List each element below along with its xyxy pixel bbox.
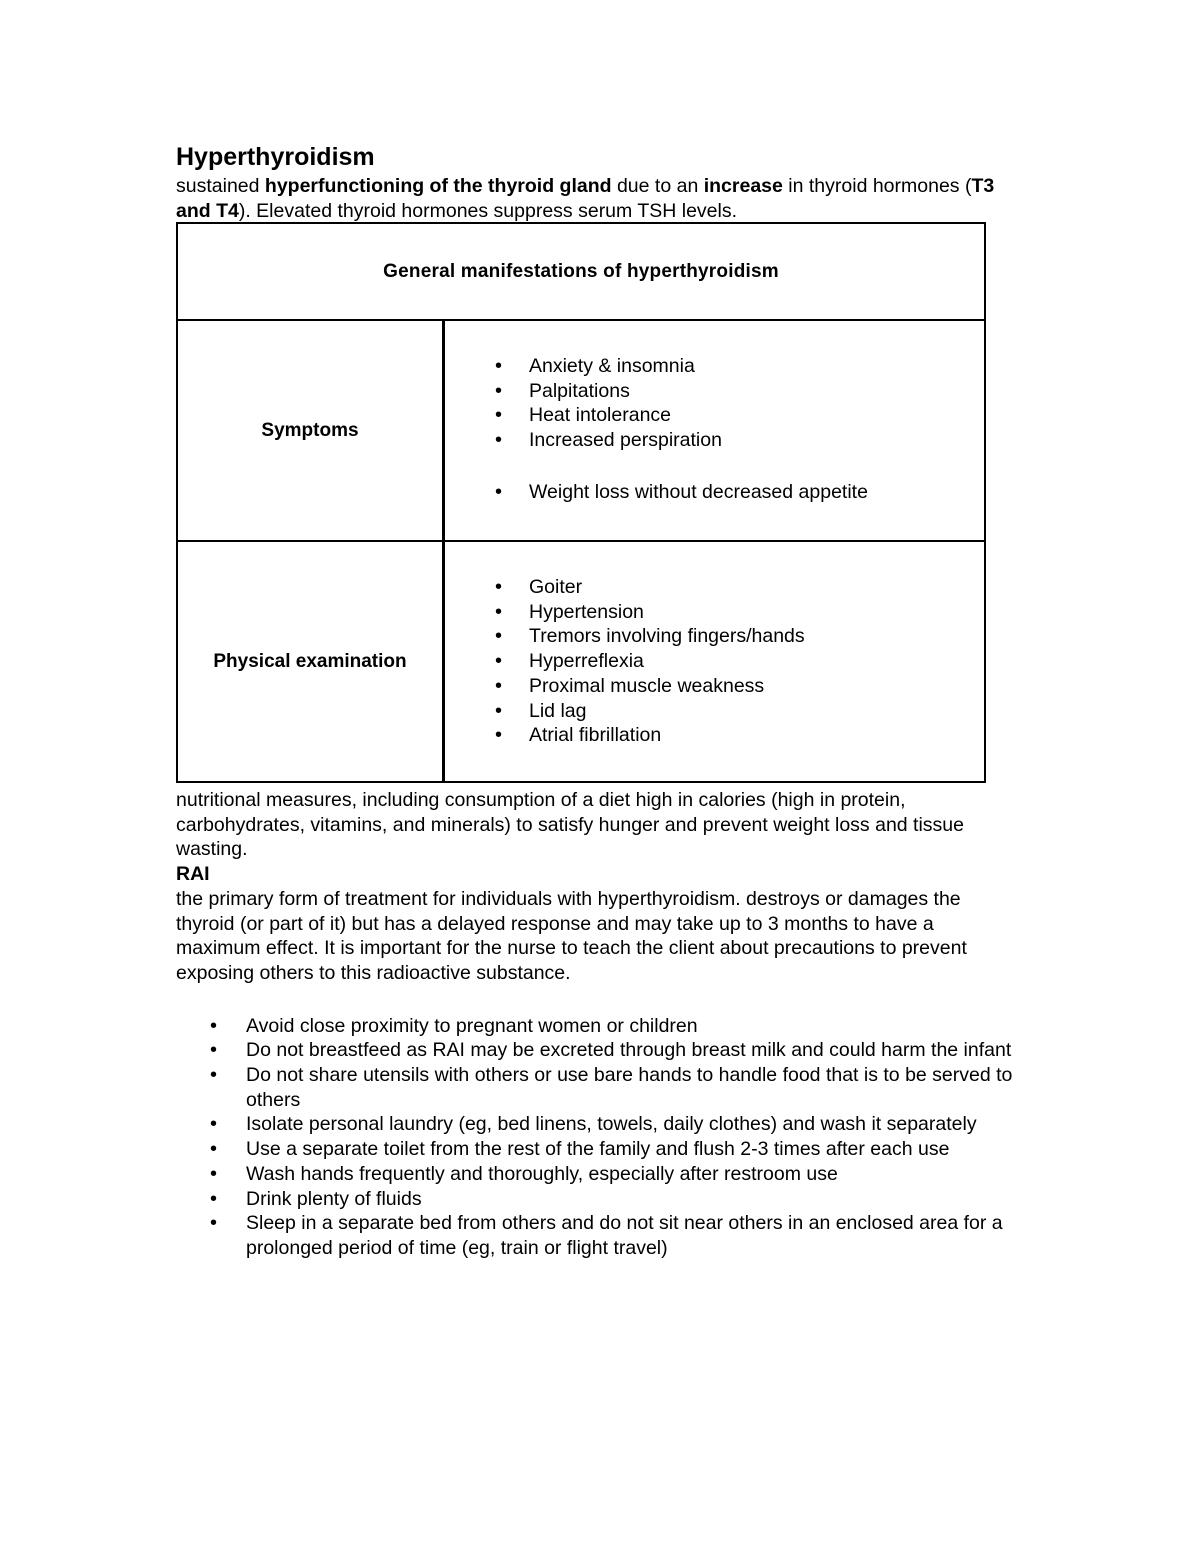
list-item: • Avoid close proximity to pregnant women or children — [176, 1014, 1016, 1039]
list-item: • Palpitations — [445, 379, 984, 404]
list-item: • Use a separate toilet from the rest of the family and flush 2-3 times after each use — [176, 1137, 1016, 1162]
list-item: • Wash hands frequently and thoroughly, especially after restroom use — [176, 1162, 1016, 1187]
row-label-physical-examination: Physical examination — [177, 541, 444, 782]
list-item: • Lid lag — [445, 699, 984, 724]
row-label-symptoms: Symptoms — [177, 320, 444, 541]
symptoms-list — [445, 354, 984, 505]
manifestations-table — [176, 222, 986, 783]
intro-text-4: ). Elevated thyroid hormones suppress serum TSH levels. — [238, 199, 738, 222]
document-page — [176, 140, 1016, 223]
symptoms-cell — [444, 320, 986, 541]
list-item: • Hyperreflexia — [445, 649, 984, 674]
list-item: • Anxiety & insomnia — [445, 354, 984, 379]
list-item: • Do not breastfeed as RAI may be excreted through breast milk and could harm the infant — [176, 1038, 1016, 1063]
intro-text-3: in thyroid hormones ( — [782, 175, 972, 197]
table-row — [177, 320, 985, 541]
list-item: • Weight loss without decreased appetite — [445, 480, 984, 505]
intro-text-1: sustained — [176, 175, 265, 197]
post-table-section — [176, 788, 1016, 1261]
list-item: • Increased perspiration — [445, 428, 984, 453]
intro-bold-3: T3 and T4 — [176, 175, 995, 222]
physical-examination-cell — [444, 541, 986, 782]
intro-bold-2: increase — [703, 175, 783, 197]
intro-paragraph — [176, 174, 1016, 223]
list-item: • Tremors involving fingers/hands — [445, 624, 984, 649]
list-item: • Sleep in a separate bed from others and do not sit near others in an enclosed area for a prolonged period of time (eg, train or flight travel) — [176, 1211, 1016, 1260]
rai-description: the primary form of treatment for individuals with hyperthyroidism. destroys or damages the thyroid (or part of it) but has a delayed response and may take up to 3 months to have a maximum effect. It is important for the nurse to teach the client about precautions to prevent exposing others to this radioactive substance. — [176, 887, 967, 984]
nutrition-paragraph: nutritional measures, including consumption of a diet high in calories (high in protein, carbohydrates, vitamins, and minerals) to satisfy hunger and prevent weight loss and tissue wasting. — [176, 789, 964, 861]
page-title: Hyperthyroidism — [176, 143, 375, 171]
list-item: • Goiter — [445, 575, 984, 600]
list-item: • Do not share utensils with others or use bare hands to handle food that is to be served to others — [176, 1063, 1016, 1112]
list-item: • Hypertension — [445, 600, 984, 625]
physical-examination-list — [445, 575, 984, 748]
table-row — [177, 541, 985, 782]
rai-heading: RAI — [176, 863, 210, 886]
table-header: General manifestations of hyperthyroidism — [177, 223, 985, 320]
list-item: • Heat intolerance — [445, 403, 984, 428]
rai-precautions-list — [176, 1014, 1016, 1261]
intro-bold-1: hyperfunctioning of the thyroid gland — [264, 175, 612, 197]
list-item: • Atrial fibrillation — [445, 723, 984, 748]
intro-text-2: due to an — [611, 175, 704, 197]
list-item: • Isolate personal laundry (eg, bed linens, towels, daily clothes) and wash it separately — [176, 1112, 1016, 1137]
list-item: • Proximal muscle weakness — [445, 674, 984, 699]
list-item: • Drink plenty of fluids — [176, 1187, 1016, 1212]
